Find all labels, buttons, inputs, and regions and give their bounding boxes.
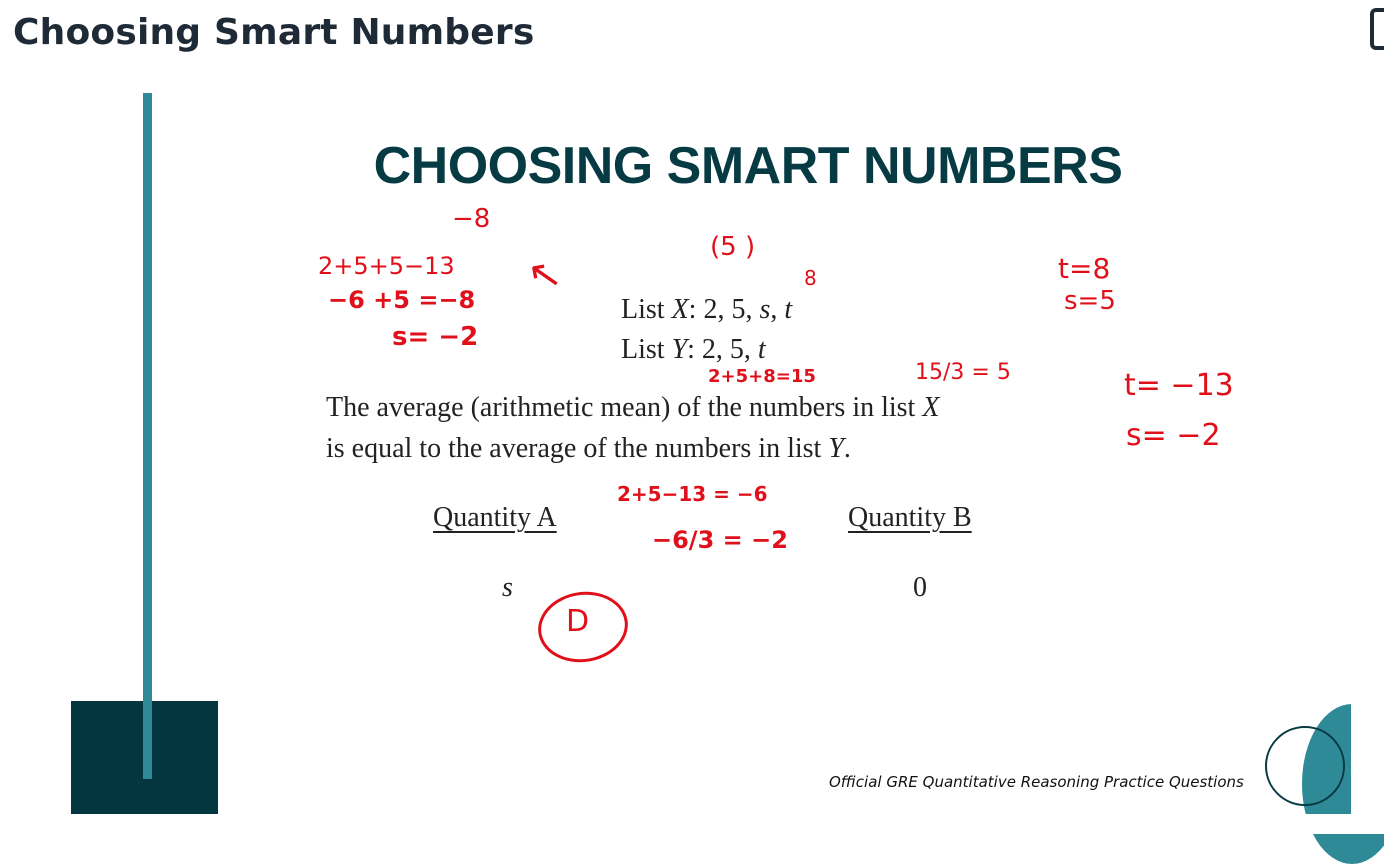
window-toggle-icon[interactable]	[1370, 8, 1384, 50]
statement-line-2	[326, 433, 851, 465]
quantity-b-label: Quantity B	[848, 502, 972, 533]
annotation-div15: 15/3 = 5	[915, 360, 1011, 385]
list-y-values: : 2, 5,	[687, 334, 758, 365]
list-x-values: : 2, 5,	[688, 294, 760, 325]
slide-heading: CHOOSING SMART NUMBERS	[373, 137, 1123, 195]
annotation-paren5: (5 )	[710, 232, 756, 262]
annotation-div-neg6: −6/3 = −2	[652, 526, 788, 554]
annotation-eight: 8	[804, 266, 817, 290]
decorative-clip	[1351, 688, 1384, 828]
annotation-arrow: ↖	[524, 249, 566, 301]
list-x-s: s	[759, 294, 771, 325]
annotation-eq-left-2: −6 +5 =−8	[328, 286, 476, 314]
list-y-line	[621, 334, 766, 366]
list-y-t: t	[757, 334, 766, 365]
list-y-var: Y	[671, 334, 688, 365]
source-caption: Official GRE Quantitative Reasoning Practice Questions	[829, 773, 1244, 791]
statement-line-2-end: .	[843, 433, 851, 464]
annotation-t-eq-neg13: t= −13	[1124, 368, 1234, 403]
annotation-neg8-top: −8	[452, 204, 491, 234]
decorative-clip-bottom	[1260, 814, 1384, 834]
annotation-t-eq-8: t=8	[1058, 252, 1111, 285]
list-x-t: t	[784, 294, 793, 325]
statement-line-1	[326, 392, 939, 424]
quantity-a-value: s	[502, 572, 513, 603]
list-x-var: X	[671, 294, 689, 325]
annotation-s-eq-5: s=5	[1064, 286, 1116, 316]
annotation-answer: D	[566, 604, 590, 639]
statement-line-2-var: Y	[828, 433, 844, 464]
annotation-s-eq-neg2: s= −2	[1126, 418, 1221, 453]
quantity-b-value: 0	[913, 572, 927, 603]
slide	[0, 88, 1384, 818]
annotation-sum-neg6: 2+5−13 = −6	[617, 482, 768, 506]
statement-line-1-text: The average (arithmetic mean) of the numbers in list	[326, 392, 923, 423]
list-x-sep: ,	[770, 294, 785, 325]
annotation-eq-left-1: 2+5+5−13	[318, 252, 455, 280]
teal-accent-bar-overlap	[143, 701, 152, 779]
quantity-a-label: Quantity A	[433, 502, 557, 533]
annotation-sum15: 2+5+8=15	[708, 366, 816, 387]
statement-line-1-var: X	[922, 392, 940, 423]
statement-line-2-text: is equal to the average of the numbers in list	[326, 433, 829, 464]
list-y-prefix: List	[621, 334, 672, 365]
decorative-circle	[1265, 726, 1345, 806]
annotation-eq-left-3: s= −2	[392, 322, 479, 352]
page-title: Choosing Smart Numbers	[13, 12, 535, 53]
list-x-prefix: List	[621, 294, 672, 325]
list-x-line	[621, 294, 792, 326]
